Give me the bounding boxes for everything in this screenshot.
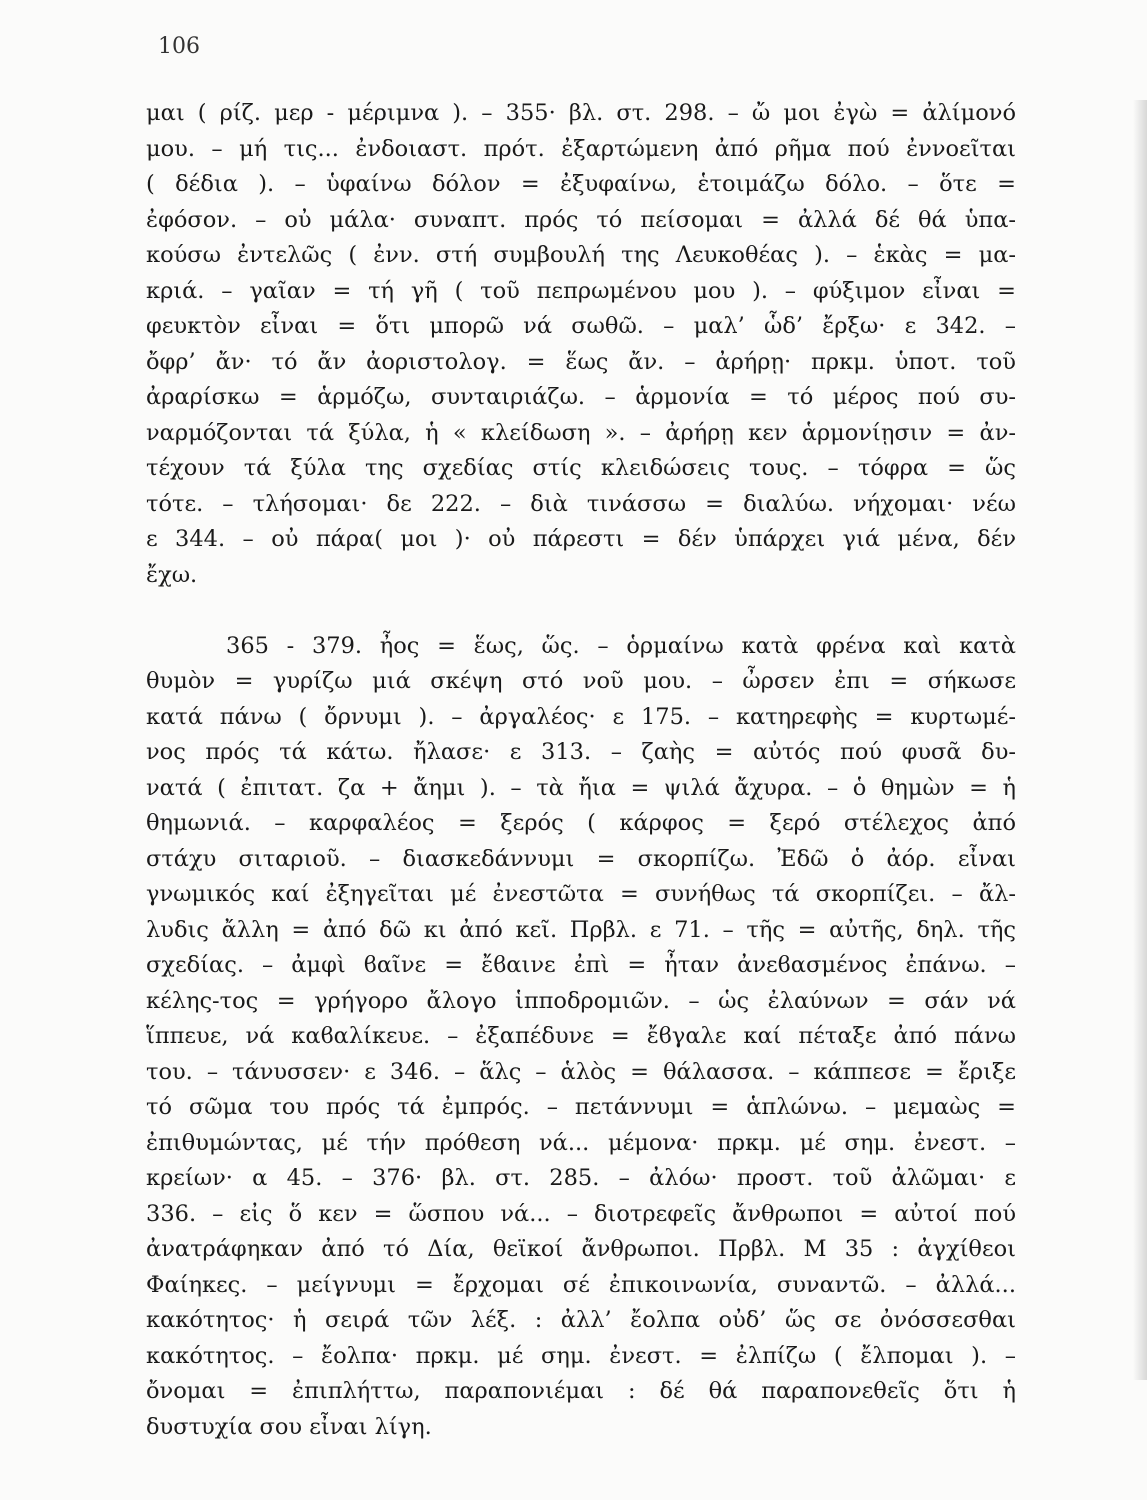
text-line: ε 344. – οὐ πάρα( μοι )· οὐ πάρεστι = δέν ὑπάρχει γιά μένα, δέν bbox=[146, 526, 1016, 552]
text-line: νος πρός τά κάτω. ἤλασε· ε 313. – ζαὴς = αὐτός πού φυσᾶ δυ- bbox=[146, 739, 1016, 765]
text-line: ναρμόζονται τά ξύλα, ἡ « κλείδωση ». – ἀρήρῃ κεν ἁρμονίῃσιν = ἀν- bbox=[146, 419, 1016, 446]
text-line: του. – τάνυσσεν· ε 346. – ἅλς – ἁλὸς = θάλασσα. – κάππεσε = ἔριξε bbox=[146, 1058, 1016, 1085]
text-line: κακότητος. – ἔολπα· πρκμ. μέ σημ. ἐνεστ. = ἐλπίζω ( ἔλπομαι ). – bbox=[146, 1342, 1016, 1369]
text-line: κακότητος· ἡ σειρά τῶν λέξ. : ἀλλ’ ἔολπα οὐδ’ ὥς σε ὀνόσσεσθαι bbox=[146, 1307, 1016, 1333]
text-line: Φαίηκες. – μείγνυμι = ἔρχομαι σέ ἐπικοινωνία, συναντῶ. – ἀλλά... bbox=[146, 1271, 1016, 1298]
text-line: ἵππευε, νά καϐαλίκευε. – ἐξαπέδυνε = ἔϐγαλε καί πέταξε ἀπό πάνω bbox=[146, 1023, 1016, 1049]
page-number: 106 bbox=[158, 34, 200, 59]
text-line: ἐπιθυμώντας, μέ τήν πρόθεση νά... μέμονα· πρκμ. μέ σημ. ἐνεστ. – bbox=[146, 1129, 1016, 1156]
text-line: ἔχω. bbox=[146, 561, 198, 588]
text-line: 336. – εἰς ὅ κεν = ὥσπου νά... – διοτρεφεῖς ἄνθρωποι = αὐτοί πού bbox=[146, 1200, 1016, 1227]
text-line: κούσω ἐντελῶς ( ἐνν. στή συμβουλή της Λευκοθέας ). – ἑκὰς = μα- bbox=[146, 242, 1016, 268]
text-line: κριά. – γαῖαν = τή γῆ ( τοῦ πεπρωμένου μου ). – φύξιμον εἶναι = bbox=[146, 277, 1016, 304]
text-line: ἐφόσον. – οὐ μάλα· συναπτ. πρός τό πείσομαι = ἀλλά δέ θά ὑπα- bbox=[146, 206, 1016, 233]
text-line: σχεδίας. – ἀμφὶ ϐαῖνε = ἔϐαινε ἐπὶ = ἦταν ἀνεϐασμένος ἐπάνω. – bbox=[146, 952, 1016, 978]
text-line: τέχουν τά ξύλα της σχεδίας στίς κλειδώσεις τους. – τόφρα = ὥς bbox=[146, 455, 1016, 481]
text-line: μου. – μή τις... ἐνδοιαστ. πρότ. ἐξαρτώμενη ἀπό ρῆμα πού ἐννοεῖται bbox=[146, 135, 1016, 162]
section-start-line: 365 - 379. ἦος = ἕως, ὥς. – ὁρμαίνω κατὰ φρένα καὶ κατὰ bbox=[226, 632, 1016, 659]
text-line: κέλης-τος = γρήγορο ἄλογο ἱπποδρομιῶν. – ὡς ἐλαύνων = σάν νά bbox=[146, 987, 1016, 1014]
commentary-text bbox=[146, 96, 1016, 1445]
text-line: τό σῶμα του πρός τά ἐμπρός. – πετάννυμι = ἁπλώνω. – μεμαὼς = bbox=[146, 1094, 1016, 1120]
text-line: θημωνιά. – καρφαλέος = ξερός ( κάρφος = ξερό στέλεχος ἀπό bbox=[146, 810, 1016, 836]
text-line: μαι ( ρίζ. μερ - μέριμνα ). – 355· βλ. στ. 298. – ὤ μοι ἐγὼ = ἀλίμονό bbox=[146, 100, 1016, 126]
text-line: γνωμικός καί ἐξηγεῖται μέ ἐνεστῶτα = συνήθως τά σκορπίζει. – ἄλ- bbox=[146, 881, 1016, 907]
text-line: λυδις ἄλλη = ἀπό δῶ κι ἀπό κεῖ. Πρβλ. ε 71. – τῆς = αὐτῆς, δηλ. τῆς bbox=[146, 916, 1016, 943]
text-line: ὄνομαι = ἐπιπλήττω, παραπονιέμαι : δέ θά παραπονεθεῖς ὅτι ἡ bbox=[146, 1378, 1016, 1404]
facing-page-bleed bbox=[1133, 100, 1147, 1380]
text-line: τότε. – τλήσομαι· δε 222. – διὰ τινάσσω = διαλύω. νήχομαι· νέω bbox=[146, 490, 1016, 517]
text-line: κατά πάνω ( ὄρνυμι ). – ἀργαλέος· ε 175. – κατηρεφὴς = κυρτωμέ- bbox=[146, 703, 1016, 730]
text-line: ὄφρ’ ἄν· τό ἄν ἀοριστολογ. = ἕως ἄν. – ἀρήρῃ· πρκμ. ὑποτ. τοῦ bbox=[146, 348, 1016, 375]
text-line: θυμὸν = γυρίζω μιά σκέψη στό νοῦ μου. – ὦρσεν ἐπι = σήκωσε bbox=[146, 668, 1016, 694]
text-line: ( δέδια ). – ὑφαίνω δόλον = ἐξυφαίνω, ἑτοιμάζω δόλο. – ὅτε = bbox=[146, 171, 1016, 197]
text-line: ἀραρίσκω = ἁρμόζω, συνταιριάζω. – ἁρμονία = τό μέρος πού συ- bbox=[146, 384, 1016, 410]
text-line: ἀνατράφηκαν ἀπό τό Δία, θεϊκοί ἄνθρωποι. Πρβλ. Μ 35 : ἀγχίθεοι bbox=[146, 1236, 1016, 1262]
text-line: νατά ( ἐπιτατ. ζα + ἄημι ). – τὰ ἤια = ψιλά ἄχυρα. – ὁ θημὼν = ἡ bbox=[146, 774, 1016, 801]
paragraph-gap bbox=[146, 593, 1016, 629]
text-line: στάχυ σιταριοῦ. – διασκεδάννυμι = σκορπίζω. Ἐδῶ ὁ ἀόρ. εἶναι bbox=[146, 845, 1016, 872]
text-line: δυστυχία σου εἶναι λίγη. bbox=[146, 1413, 432, 1440]
text-line: φευκτὸν εἶναι = ὅτι μπορῶ νά σωθῶ. – μαλ’ ὧδ’ ἔρξω· ε 342. – bbox=[146, 313, 1016, 339]
text-line: κρείων· α 45. – 376· βλ. στ. 285. – ἀλόω· προστ. τοῦ ἀλῶμαι· ε bbox=[146, 1165, 1016, 1191]
